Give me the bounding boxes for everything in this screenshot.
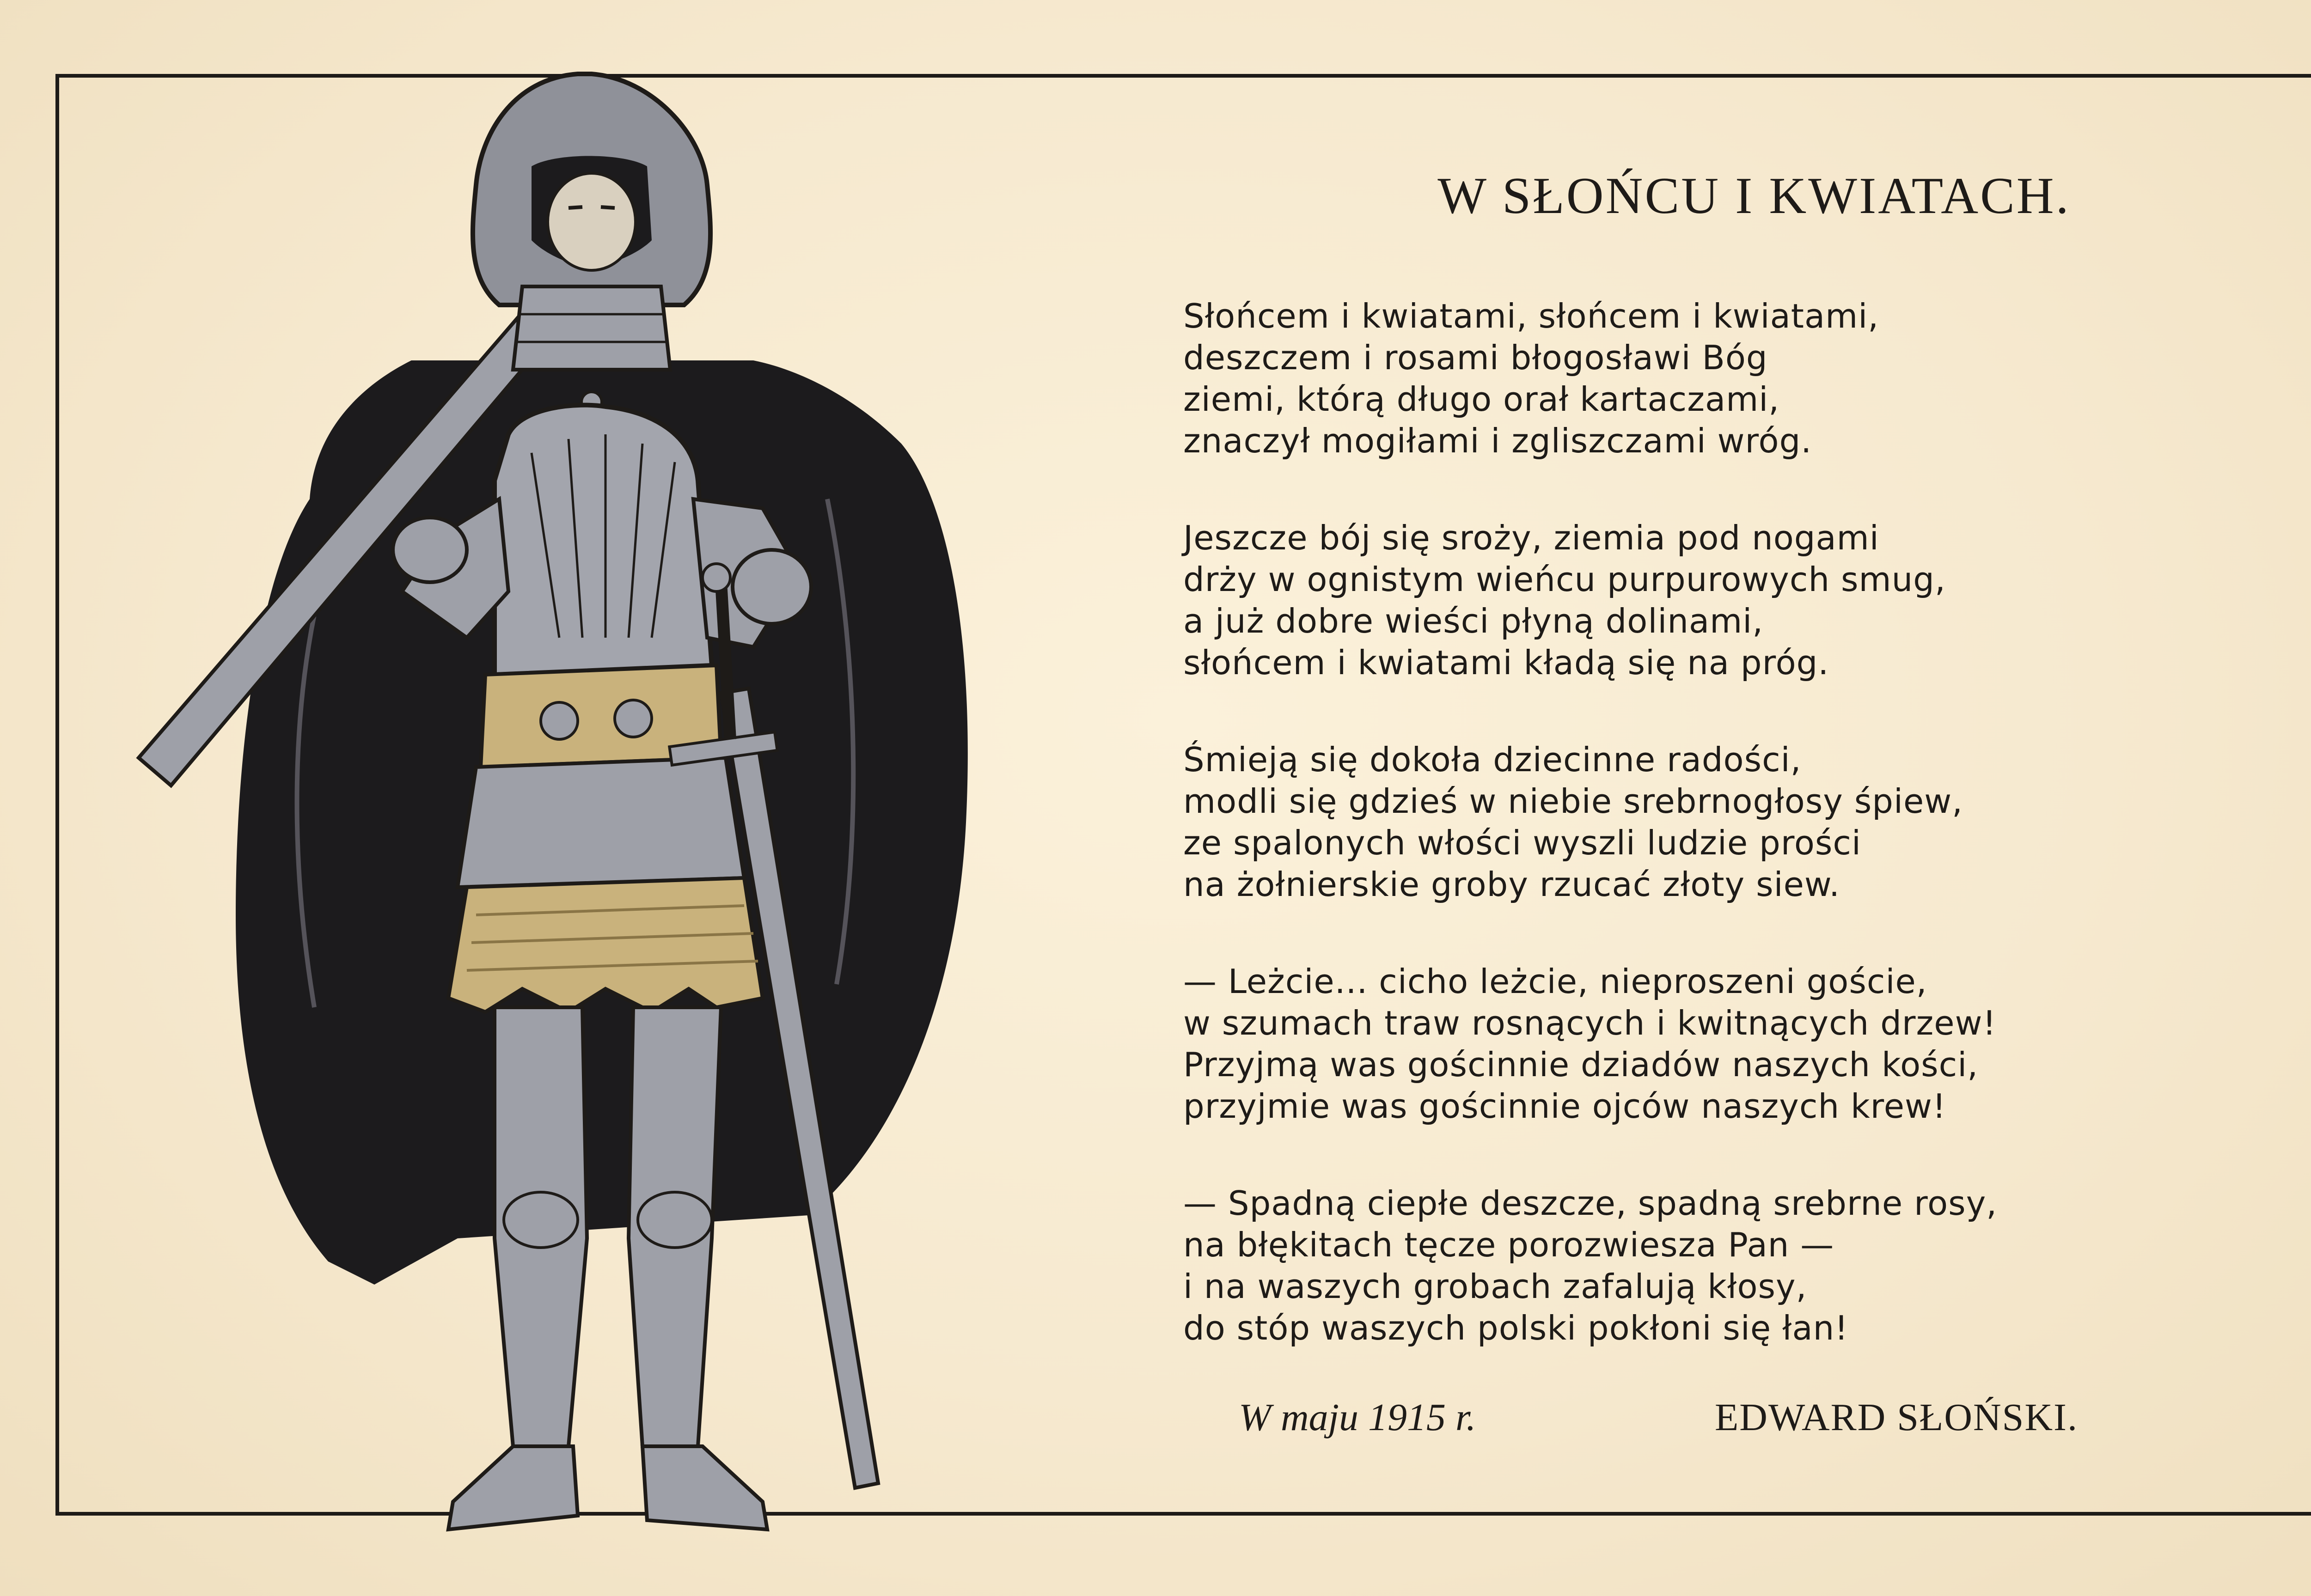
left-gauntlet: [393, 518, 467, 582]
poem-line: modli się gdzieś w niebie srebrnogłosy śpiew,: [1183, 782, 1963, 821]
poem-date: W maju 1915 r.: [1239, 1396, 1476, 1439]
poem-block: [1183, 166, 2246, 1450]
right-gauntlet: [733, 550, 811, 624]
stanza-3: [1183, 739, 2246, 905]
face: [548, 173, 636, 270]
poem-line: Jeszcze bój się sroży, ziemia pod nogami: [1183, 518, 1879, 557]
poem-author: EDWARD SŁOŃSKI.: [1715, 1396, 2078, 1439]
poem-line: w szumach traw rosnących i kwitnących drzew!: [1183, 1004, 1997, 1042]
poem-title: W SŁOŃCU I KWIATACH.: [1437, 167, 2071, 225]
poem-line: a już dobre wieści płyną dolinami,: [1183, 602, 1764, 640]
gorget: [513, 286, 670, 370]
knight-illustration: [116, 37, 1021, 1576]
poem-line: do stóp waszych polski pokłoni się łan!: [1183, 1309, 1849, 1347]
stanza-1: [1183, 295, 2246, 462]
poem-line: na żołnierskie groby rzucać złoty siew.: [1183, 865, 1840, 904]
sword-pommel: [703, 564, 730, 591]
poem-line: Przyjmą was gościnnie dziadów naszych kości,: [1183, 1045, 1979, 1084]
poem-line: ziemi, którą długo orał kartaczami,: [1183, 380, 1780, 419]
poem-line: słońcem i kwiatami kładą się na próg.: [1183, 643, 1829, 682]
stanza-2: [1183, 517, 2246, 683]
poem-line: i na waszych grobach zafalują kłosy,: [1183, 1267, 1807, 1306]
breastplate: [495, 405, 712, 675]
poem-line: — Spadną ciepłe deszcze, spadną srebrne rosy,: [1183, 1184, 1998, 1223]
poem-line: na błękitach tęcze porozwiesza Pan —: [1183, 1225, 1834, 1264]
signature-row: [1183, 1395, 2246, 1450]
poem-line: Słońcem i kwiatami, słońcem i kwiatami,: [1183, 297, 1879, 335]
poem-line: znaczył mogiłami i zgliszczami wróg.: [1183, 421, 1812, 460]
poem-line: deszczem i rosami błogosławi Bóg: [1183, 338, 1768, 377]
fauld: [458, 758, 744, 887]
poem-line: przyjmie was gościnnie ojców naszych krew!: [1183, 1087, 1946, 1126]
poem-line: — Leżcie... cicho leżcie, nieproszeni goście,: [1183, 962, 1927, 1001]
right-foot: [642, 1446, 767, 1529]
left-foot: [448, 1446, 578, 1529]
stanza-4: [1183, 961, 2246, 1127]
stanza-5: [1183, 1182, 2246, 1349]
poem-line: ze spalonych włości wyszli ludzie prości: [1183, 823, 1861, 862]
poem-line: drży w ognistym wieńcu purpurowych smug,: [1183, 560, 1946, 599]
poem-line: Śmieją się dokoła dziecinne radości,: [1183, 740, 1802, 779]
